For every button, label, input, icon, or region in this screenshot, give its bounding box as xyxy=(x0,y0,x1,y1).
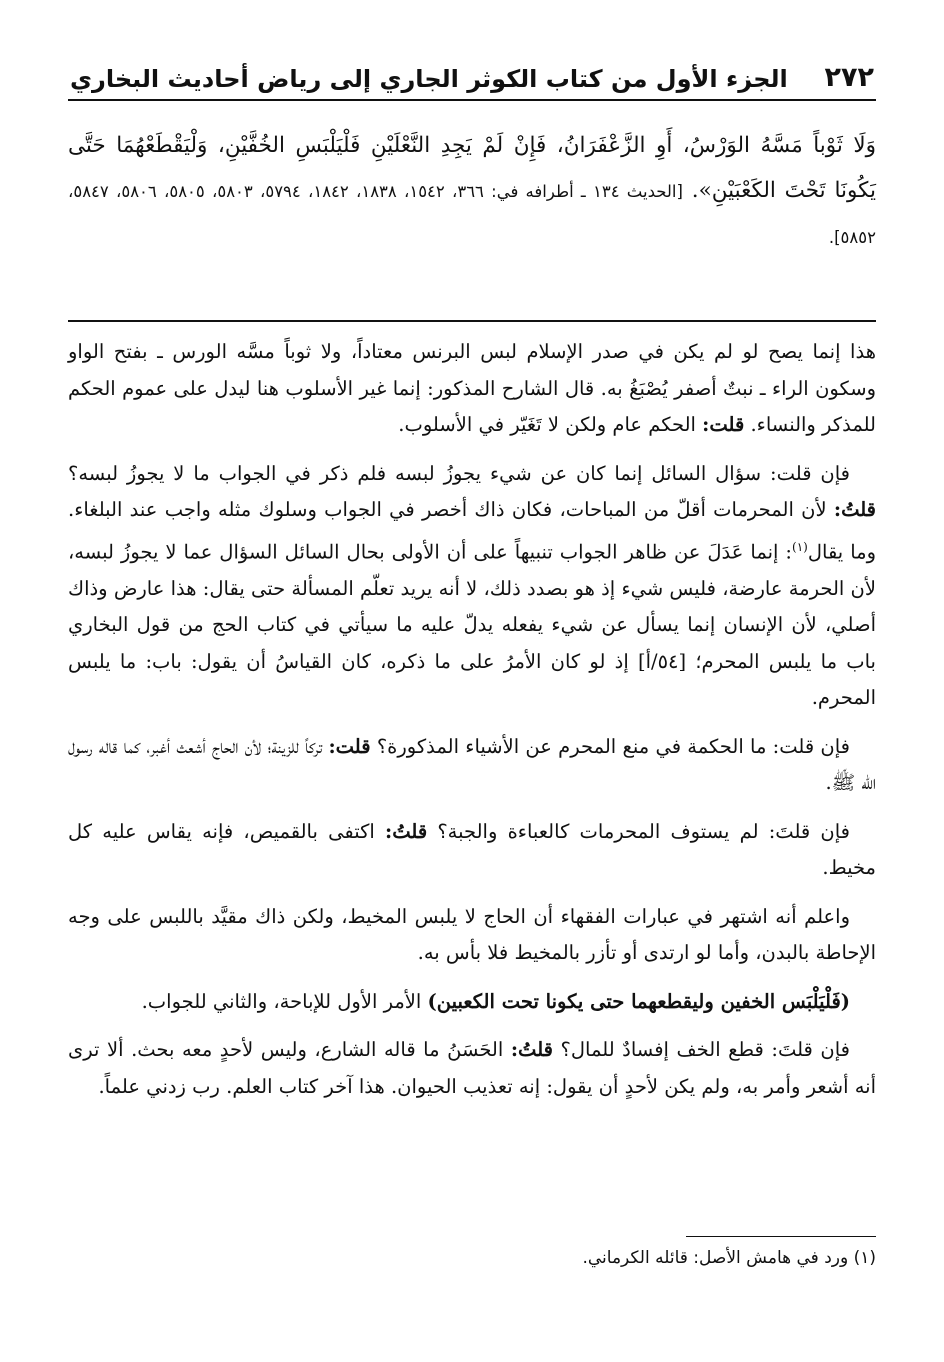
section-divider xyxy=(68,320,876,322)
paragraph-text: اكتفى بالقميص، فإنه يقاس عليه كل مخيط. xyxy=(68,819,876,879)
hadith-text-block xyxy=(68,123,876,260)
paragraph-text: تركاً للزينة؛ لأن الحاج أشعث أغبر، كما قاله رسول الله ﷺ. xyxy=(68,734,876,794)
commentary-paragraph xyxy=(68,729,876,802)
commentary-paragraph xyxy=(68,334,876,444)
footnote: (١) ورد في هامش الأصل: قائله الكرماني. xyxy=(582,1248,876,1268)
qult-label: قلت: xyxy=(328,734,371,758)
qult-label: قلت: xyxy=(702,413,745,436)
hadith-text: وَلَا ثَوْباً مَسَّهُ الوَرْسُ، أَوِ الزَّعْفَرَانُ، فَإِنْ لَمْ يَجِدِ النَّعْلَيْنِ فَلْيَلْبَسِ الخُفَّيْنِ، وَلْيَقْطَعْهُمَا حَتَّى يَكُونَا تَحْتَ الكَعْبَيْنِ». xyxy=(68,133,876,203)
paragraph-text: هذا إنما يصح لو لم يكن في صدر الإسلام لبس البرنس معتاداً، ولا ثوباً مسَّه الورس ـ بفتح الواو وسكون الراء ـ نبتٌ أصفر يُصْبَغُ به. قال الشارح المذكور: إنما غير الأسلوب هنا ليدل على عموم الحكم للمذكر والنساء. xyxy=(68,340,876,436)
paragraph-text: الأمر الأول للإباحة، والثاني للجواب. xyxy=(141,989,422,1013)
paragraph-text: : إنما عَدَلَ عن ظاهر الجواب تنبيهاً على أن الأولى بحال السائل السؤال عما لا يجوزُ لبسه، لأن الحرمة عارضة، فليس شيء إذ هو بصدد ذلك، لا أنه يريد تعلّم المسألة حتى يقال: هذا عارض وذاك أصلي، لأن الإنسان إنما يسأل عن شيء يفعله يدلّ عليه ما سيأتي في كتاب الحج من قول البخاري باب ما يلبس المحرم؛ [٥٤/أ] إذ لو كان الأمرُ على ما ذكره، كان القياسُ أن يقول: باب: ما يلبس المحرم. xyxy=(68,540,876,709)
paragraph-text: فإن قلت: ما الحكمة في منع المحرم عن الأشياء المذكورة؟ xyxy=(376,734,850,758)
commentary xyxy=(68,334,876,1117)
page-header xyxy=(68,55,876,101)
commentary-paragraph xyxy=(68,899,876,972)
qult-label: قلتُ: xyxy=(385,819,428,843)
footnote-marker: (١) xyxy=(792,539,808,554)
commentary-paragraph xyxy=(68,814,876,887)
paragraph-text: لأن المحرمات أقلّ من المباحات، فكان ذاك أخصر في الجواب وسلوك مثله واجب عند البلغاء. وما يقال xyxy=(68,498,876,563)
hadith-quote: (فَلْيَلْبَس الخفين وليقطعهما حتى يكونا تحت الكعبين) xyxy=(427,989,850,1013)
page xyxy=(68,55,876,260)
qult-label: قلتُ: xyxy=(833,498,876,521)
running-title: الجزء الأول من كتاب الكوثر الجاري إلى رياض أحاديث البخاري xyxy=(70,65,788,93)
footnote-rule xyxy=(686,1236,876,1237)
commentary-paragraph xyxy=(68,984,876,1021)
paragraph-text: الحكم عام ولكن لا تَغَيّر في الأسلوب. xyxy=(398,413,696,436)
hadith-reference: [الحديث ١٣٤ ـ أطرافه في: ٣٦٦، ١٥٤٢، ١٨٣٨، ١٨٤٢، ٥٧٩٤، ٥٨٠٣، ٥٨٠٥، ٥٨٠٦، ٥٨٤٧، ٥٨٥٢]. xyxy=(68,182,876,247)
commentary-paragraph xyxy=(68,1032,876,1105)
paragraph-text: فإن قلتَ: لم يستوف المحرمات كالعباءة والجبة؟ xyxy=(437,819,850,843)
paragraph-text: فإن قلتَ: قطع الخف إفسادٌ للمال؟ xyxy=(560,1038,851,1061)
paragraph-text: فإن قلت: سؤال السائل إنما كان عن شيء يجوزُ لبسه فلم ذكر في الجواب ما لا يجوزُ لبسه؟ xyxy=(68,461,850,485)
commentary-paragraph xyxy=(68,456,876,717)
paragraph-text: الحَسَنُ ما قاله الشارع، وليس لأحدٍ معه بحث. ألا ترى أنه أشعر وأمر به، ولم يكن لأحدٍ أن يقول: إنه تعذيب الحيوان. هذا آخر كتاب العلم. رب زدني علماً. xyxy=(68,1038,876,1098)
page-number: ٢٧٢ xyxy=(824,62,874,93)
paragraph-text: واعلم أنه اشتهر في عبارات الفقهاء أن الحاج لا يلبس المخيط، ولكن ذاك مقيَّد باللبس على وجه الإحاطة بالبدن، وأما لو ارتدى أو تأزر بالمخيط فلا بأس به. xyxy=(68,904,876,964)
qult-label: قلتُ: xyxy=(510,1038,553,1061)
